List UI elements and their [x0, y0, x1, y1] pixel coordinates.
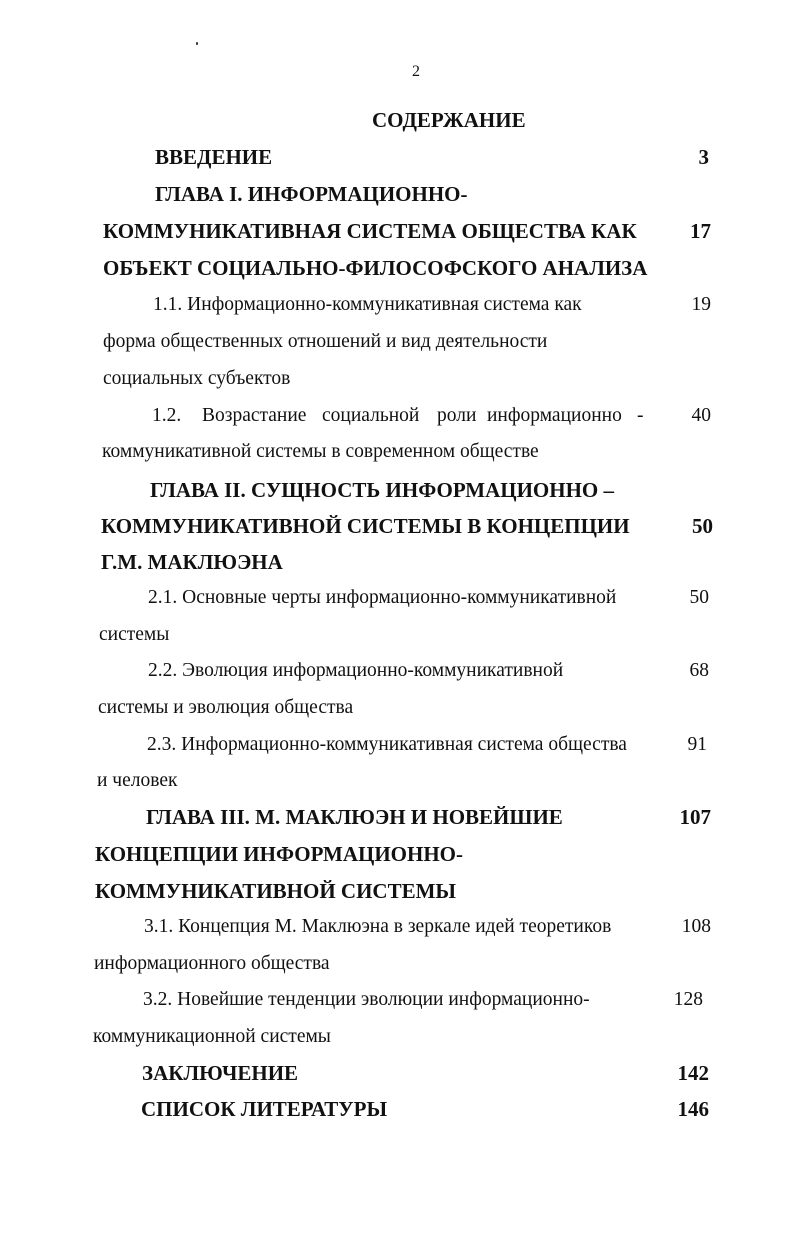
chapter1-page: 17 [690, 219, 711, 243]
section-1-1-line1: 1.1. Информационно-коммуникативная система как [153, 294, 582, 315]
intro-title: ВВЕДЕНИЕ [155, 145, 273, 169]
section-3-2-line1: 3.2. Новейшие тенденции эволюции информационно- [143, 989, 590, 1010]
section-2-3-page: 91 [687, 734, 707, 755]
chapter2-title-line3: Г.М. МАКЛЮЭНА [101, 550, 283, 574]
chapter1-title-line2: КОММУНИКАТИВНАЯ СИСТЕМА ОБЩЕСТВА КАК [103, 219, 637, 243]
section-2-2-line1: 2.2. Эволюция информационно-коммуникативной [148, 660, 564, 681]
section-1-1-line3: социальных субъектов [103, 368, 291, 389]
section-1-1-page: 19 [691, 294, 711, 315]
references-title: СПИСОК ЛИТЕРАТУРЫ [141, 1097, 388, 1121]
chapter1-title-line1: ГЛАВА I. ИНФОРМАЦИОННО- [155, 182, 468, 206]
conclusion-page: 142 [677, 1061, 709, 1085]
intro-page: 3 [698, 145, 709, 169]
section-1-2-line2: коммуникативной системы в современном обществе [102, 441, 539, 462]
section-3-1-line1: 3.1. Концепция М. Маклюэна в зеркале идей теоретиков [144, 916, 612, 937]
section-3-1-line2: информационного общества [94, 953, 330, 974]
section-2-1-line2: системы [99, 624, 170, 645]
conclusion-title: ЗАКЛЮЧЕНИЕ [142, 1061, 299, 1085]
toc-heading: СОДЕРЖАНИЕ [372, 108, 526, 132]
section-1-2-word: информационно [487, 405, 622, 426]
section-1-2-word: Возрастание [202, 405, 307, 426]
chapter1-title-line3: ОБЪЕКТ СОЦИАЛЬНО-ФИЛОСОФСКОГО АНАЛИЗА [103, 256, 648, 280]
chapter2-page: 50 [692, 514, 713, 538]
section-3-1-page: 108 [681, 916, 711, 937]
section-2-1-line1: 2.1. Основные черты информационно-коммуникативной [148, 587, 617, 608]
section-3-2-line2: коммуникационной системы [93, 1026, 331, 1047]
section-1-2-word: роли [437, 405, 477, 426]
chapter2-title-line1: ГЛАВА II. СУЩНОСТЬ ИНФОРМАЦИОННО – [150, 478, 615, 502]
section-1-2-dash: - [637, 405, 644, 426]
references-page: 146 [677, 1097, 709, 1121]
section-2-2-page: 68 [689, 660, 709, 681]
scan-speck [196, 42, 198, 45]
section-1-2-num: 1.2. [152, 405, 182, 426]
chapter2-title-line2: КОММУНИКАТИВНОЙ СИСТЕМЫ В КОНЦЕПЦИИ [101, 514, 630, 538]
section-2-2-line2: системы и эволюция общества [98, 697, 354, 718]
chapter3-title-line2: КОНЦЕПЦИИ ИНФОРМАЦИОННО- [95, 842, 464, 866]
page-number: 2 [412, 63, 420, 80]
chapter3-page: 107 [679, 805, 711, 829]
chapter3-title-line3: КОММУНИКАТИВНОЙ СИСТЕМЫ [95, 879, 457, 903]
section-3-2-page: 128 [673, 989, 703, 1010]
section-1-2-page: 40 [691, 405, 711, 426]
section-2-1-page: 50 [689, 587, 709, 608]
chapter3-title-line1: ГЛАВА III. М. МАКЛЮЭН И НОВЕЙШИЕ [146, 805, 563, 829]
section-2-3-line2: и человек [97, 770, 178, 791]
section-1-2-word: социальной [322, 405, 420, 426]
section-1-1-line2: форма общественных отношений и вид деятельности [103, 331, 548, 352]
section-2-3-line1: 2.3. Информационно-коммуникативная система общества [147, 734, 627, 755]
